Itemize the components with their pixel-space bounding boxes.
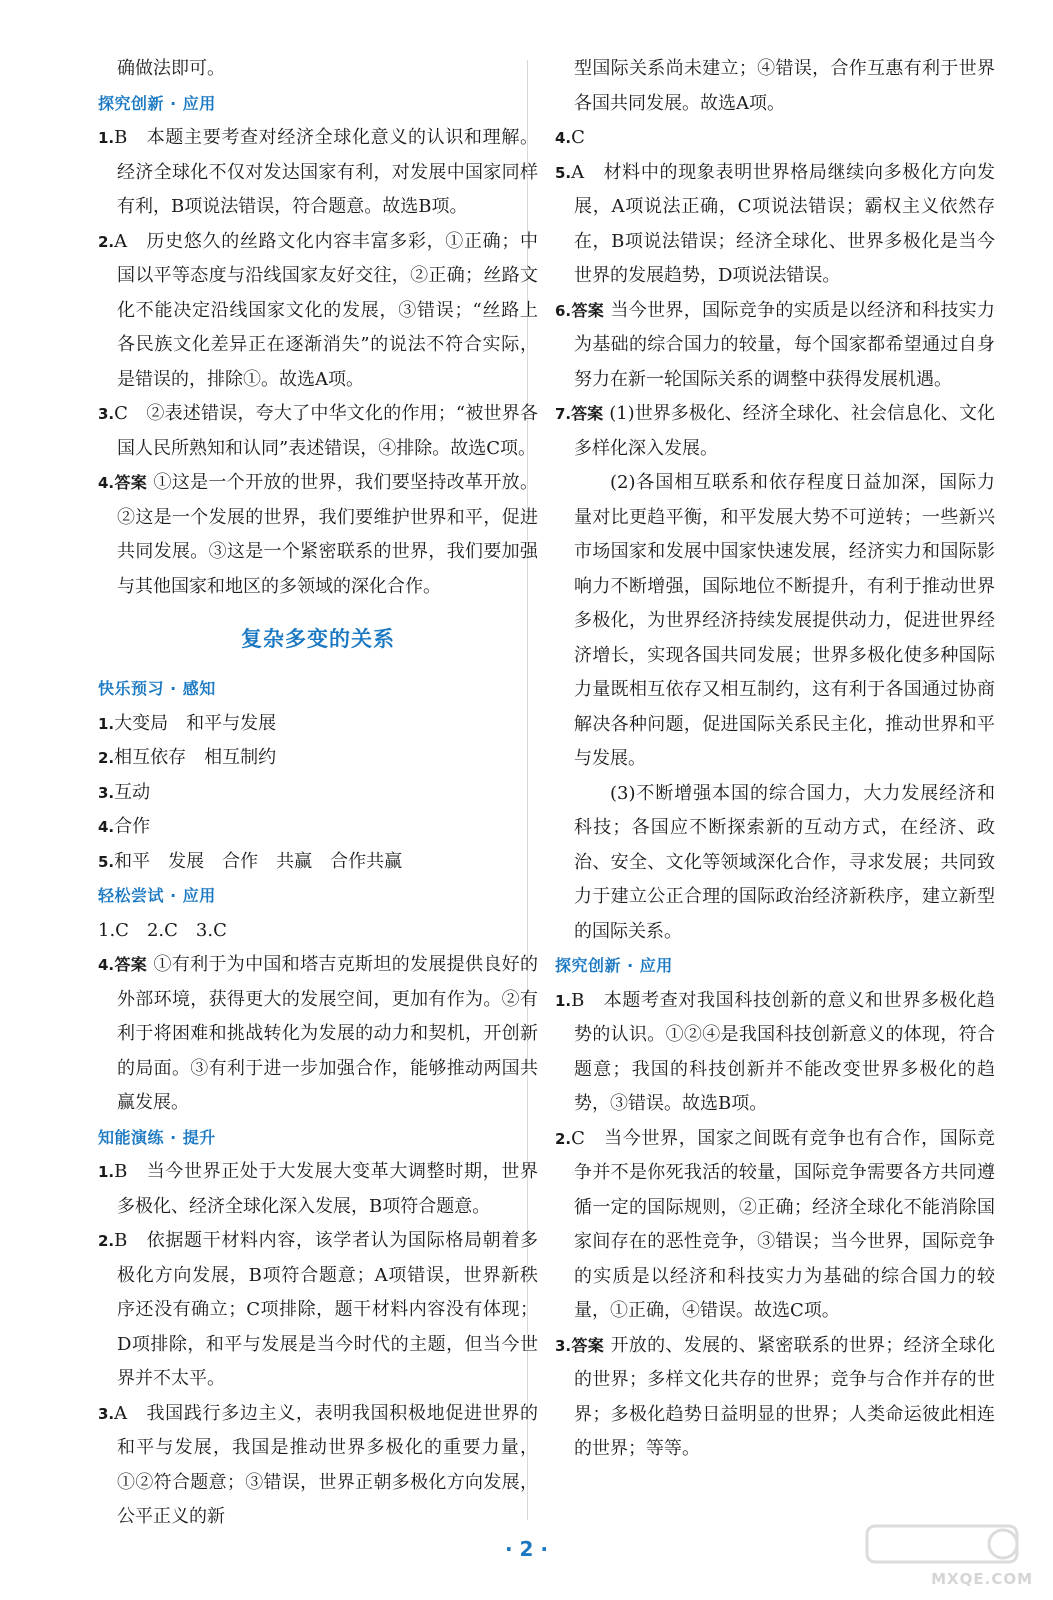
answer-item: 5.和平 发展 合作 共赢 合作共赢: [98, 850, 403, 872]
answer-item: 6.答案 当今世界，国际竞争的实质是以经济和科技实力为基础的综合国力的较量，每个国家都希望通过自身努力在新一轮国际关系的调整中获得发展机遇。: [555, 299, 995, 390]
answer-item: 1.大变局 和平与发展: [98, 712, 277, 734]
answer-item: 7.答案 (1)世界多极化、经济全球化、社会信息化、文化多样化深入发展。: [555, 403, 995, 459]
right-column: [555, 52, 995, 1467]
answer-item: 3.C ②表述错误，夸大了中华文化的作用；“被世界各国人民所熟知和认同”表述错误，④排除。故选C项。: [98, 403, 538, 459]
answer-item: 4.合作: [98, 816, 151, 837]
continued-text: 型国际关系尚未建立；④错误，合作互惠有利于世界各国共同发展。故选A项。: [574, 58, 995, 114]
answer-paragraph: (2)各国相互联系和依存程度日益加深，国际力量对比更趋平衡，和平发展大势不可逆转；一些新兴市场国家和发展中国家快速发展，经济实力和国际影响力不断增强，国际地位不断提升，有利于推动世界多极化，为世界经济持续发展提供动力，促进世界经济增长，实现各国共同发展；世界多极化使多种国际力量既相互依存又相互制约，这有利于各国通过协商解决各种问题，促进国际关系民主化，推动世界和平与发展。: [574, 472, 995, 769]
answer-item: 3.A 我国践行多边主义，表明我国积极地促进世界的和平与发展，我国是推动世界多极化的重要力量，①②符合题意；③错误，世界正朝多极化方向发展，公平正义的新: [98, 1402, 538, 1527]
answer-item: 3.答案 开放的、发展的、紧密联系的世界；经济全球化的世界；多样文化共存的世界；竞争与合作并存的世界；多极化趋势日益明显的世界；人类命运彼此相连的世界；等等。: [555, 1334, 995, 1459]
answer-item: 4.C: [555, 127, 585, 148]
section-title-explore-2: 探究创新 · 应用: [555, 956, 673, 975]
answer-item: 1.B 本题主要考查对经济全球化意义的认识和理解。经济全球化不仅对发达国家有利，对发展中国家同样有利，B项说法错误，符合题意。故选B项。: [98, 127, 538, 217]
answer-tag: 答案: [114, 955, 148, 974]
page-number: · 2 ·: [504, 1537, 549, 1561]
answer-item: 3.互动: [98, 781, 151, 803]
section-title-practice: 知能演练 · 提升: [98, 1127, 216, 1147]
answer-item: 4.答案 ①这是一个开放的世界，我们要坚持改革开放。②这是一个发展的世界，我们要维护世界和平，促进共同发展。③这是一个紧密联系的世界，我们要加强与其他国家和地区的多领域的深化合作。: [98, 472, 538, 597]
answer-tag: 答案: [571, 404, 604, 423]
answer-paragraph: (3)不断增强本国的综合国力，大力发展经济和科技；各国应不断探索新的互动方式，在经济、政治、安全、文化等领域深化合作，寻求发展；共同致力于建立公正合理的国际政治经济新秩序，建立新型的国际关系。: [574, 782, 995, 942]
answer-tag: 答案: [114, 473, 148, 492]
answer-item: 2.C 当今世界，国家之间既有竞争也有合作，国际竞争并不是你死我活的较量，国际竞争需要各方共同遵循一定的国际规则，②正确；经济全球化不能消除国家间存在的恶性竞争，③错误；当今世界，国际竞争的实质是以经济和科技实力为基础的综合国力的较量，①正确，④错误。故选C项。: [555, 1127, 995, 1321]
answer-item: 2.相互依存 相互制约: [98, 747, 277, 768]
continued-text: 确做法即可。: [117, 58, 225, 79]
section-title-try: 轻松尝试 · 应用: [98, 886, 216, 905]
answer-item: 2.A 历史悠久的丝路文化内容丰富多彩，①正确；中国以平等态度与沿线国家友好交往，②正确；丝路文化不能决定沿线国家文化的发展，③错误；“丝路上各民族文化差异正在逐渐消失”的说法不符合实际，是错误的，排除①。故选A项。: [98, 230, 538, 390]
answer-item: 4.答案 ①有利于为中国和塔吉克斯坦的发展提供良好的外部环境，获得更大的发展空间，更加有作为。②有利于将困难和挑战转化为发展的动力和契机，开创新的局面。③有利于进一步加强合作，能够推动两国共赢发展。: [98, 954, 538, 1113]
answer-item: 5.A 材料中的现象表明世界格局继续向多极化方向发展，A项说法正确，C项说法错误；霸权主义依然存在，B项说法错误；经济全球化、世界多极化是当今世界的发展趋势，D项说法错误。: [555, 161, 995, 286]
answer-item: 2.B 依据题干材料内容，该学者认为国际格局朝着多极化方向发展，B项符合题意；A项错误，世界新秩序还没有确立；C项排除，题干材料内容没有体现；D项排除，和平与发展是当今时代的主题，但当今世界并不太平。: [98, 1230, 538, 1389]
answer-tag: 答案: [571, 1335, 605, 1355]
answer-item: 1.B 本题考查对我国科技创新的意义和世界多极化趋势的认识。①②④是我国科技创新意义的体现，符合题意；我国的科技创新并不能改变世界多极化的趋势，③错误。故选B项。: [555, 989, 995, 1114]
answer-tag: 答案: [571, 300, 605, 320]
section-title-explore: 探究创新 · 应用: [98, 93, 216, 113]
answer-line: 1.C 2.C 3.C: [98, 919, 227, 941]
watermark-logo: [863, 1524, 1033, 1588]
watermark-text: MXQE.COM: [931, 1570, 1033, 1588]
chapter-title: 复杂多变的关系: [241, 627, 395, 651]
answer-item: 1.B 当今世界正处于大发展大变革大调整时期，世界多极化、经济全球化深入发展，B项符合题意。: [98, 1161, 538, 1217]
section-title-preview: 快乐预习 · 感知: [98, 679, 216, 698]
left-column: [98, 52, 538, 1535]
